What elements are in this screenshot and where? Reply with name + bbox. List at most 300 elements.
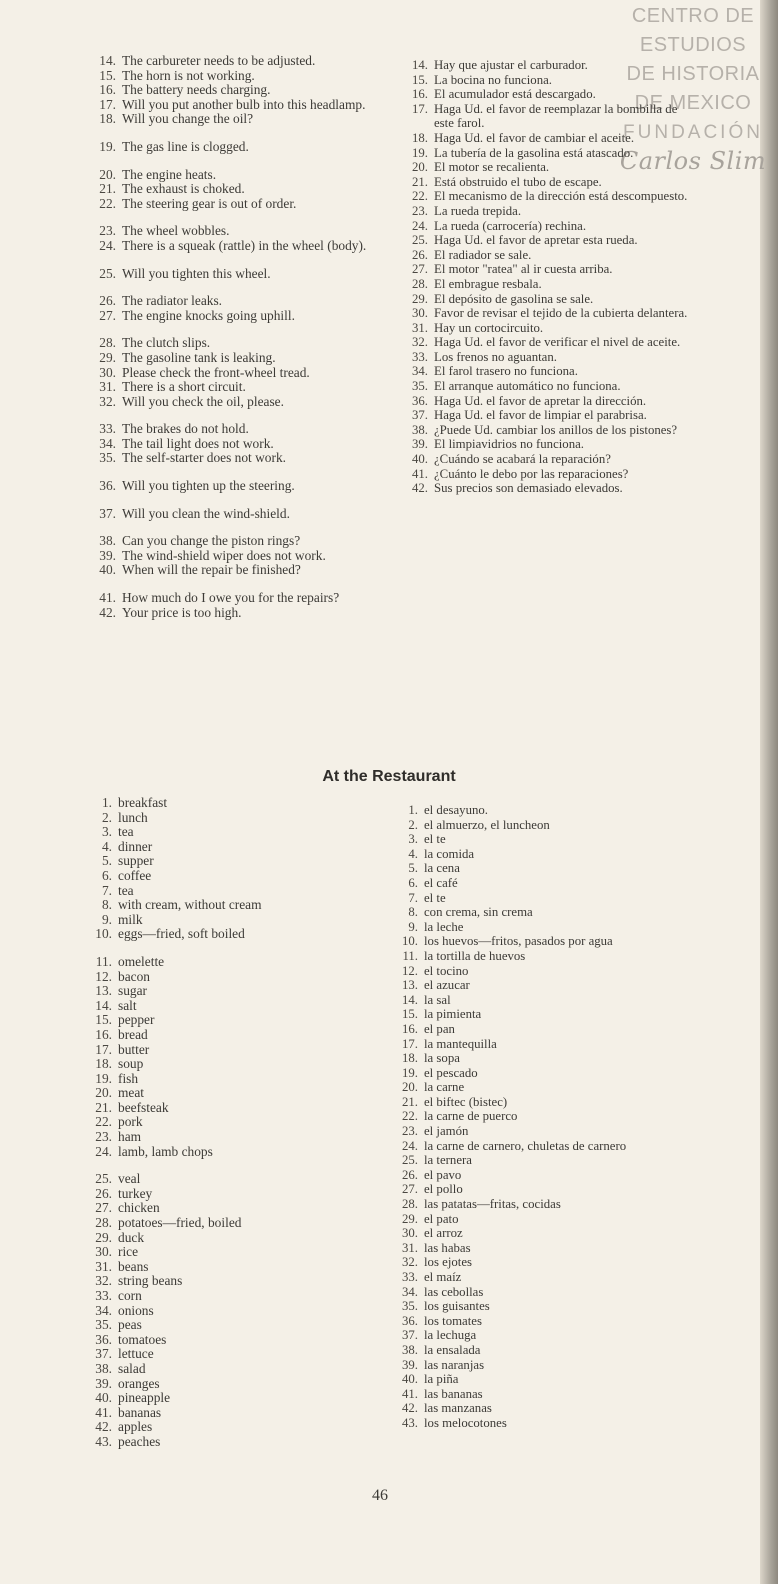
item-number: 33. — [402, 1270, 418, 1284]
item-text: The horn is not working. — [122, 67, 255, 83]
item-text: The gasoline tank is leaking. — [122, 349, 276, 365]
item-number: 30. — [99, 364, 116, 380]
phrase-item — [86, 1406, 386, 1421]
item-number: 27. — [402, 1182, 418, 1197]
phrase-item — [392, 1124, 692, 1139]
item-number: 34. — [95, 1302, 112, 1318]
item-text: la ternera — [424, 1153, 472, 1168]
item-text: El radiador se sale. — [434, 247, 532, 262]
item-text: The battery needs charging. — [122, 82, 271, 98]
phrase-item — [90, 239, 390, 254]
item-number: 42. — [95, 1419, 112, 1435]
item-number: 30. — [412, 306, 428, 321]
phrase-item — [90, 224, 390, 239]
item-text: salad — [118, 1360, 146, 1376]
item-number: 11. — [95, 953, 112, 969]
item-number: 34. — [402, 1284, 418, 1299]
item-text: The tail light does not work. — [122, 435, 274, 451]
phrase-item — [86, 970, 386, 985]
item-text: apples — [118, 1419, 153, 1435]
item-text: ham — [118, 1129, 142, 1145]
item-text: The engine heats. — [122, 166, 217, 182]
item-text: The brakes do not hold. — [122, 421, 249, 437]
phrase-item — [392, 1095, 692, 1110]
phrase-item — [392, 1343, 692, 1358]
phrase-item — [86, 1318, 386, 1333]
item-text: chicken — [118, 1200, 160, 1216]
item-text: las habas — [424, 1240, 471, 1255]
phrase-item — [86, 1304, 386, 1319]
phrase-item — [90, 563, 390, 578]
page-edge — [760, 0, 778, 1584]
item-text: El motor "ratea" al ir cuesta arriba. — [434, 262, 613, 277]
item-text: string beans — [118, 1273, 183, 1289]
item-number: 2. — [408, 817, 418, 832]
item-text: los tomates — [424, 1313, 482, 1328]
item-number: 23. — [412, 203, 428, 218]
item-number: 38. — [412, 422, 428, 437]
phrase-item — [90, 451, 390, 466]
item-number: 41. — [412, 466, 428, 481]
item-number: 31. — [402, 1240, 418, 1255]
phrase-item — [392, 1285, 692, 1300]
phrase-item — [402, 146, 698, 161]
item-text: butter — [118, 1041, 150, 1057]
item-text: Favor de revisar el tejido de la cubierta delantera. — [434, 306, 688, 321]
item-number: 27. — [99, 307, 116, 323]
item-text: la leche — [424, 919, 464, 934]
phrase-item — [90, 182, 390, 197]
item-text: breakfast — [118, 795, 168, 810]
item-number: 32. — [402, 1255, 418, 1270]
phrase-item — [392, 1212, 692, 1227]
item-number: 12. — [402, 963, 418, 978]
phrase-item — [402, 160, 698, 175]
item-number: 20. — [99, 166, 116, 182]
phrase-item — [392, 1255, 692, 1270]
item-text: rice — [118, 1244, 139, 1260]
item-number: 18. — [412, 130, 428, 145]
restaurant-vocab-spanish — [392, 803, 692, 1431]
item-text: tea — [118, 824, 134, 840]
item-number: 15. — [412, 72, 428, 87]
phrase-item — [402, 248, 698, 263]
item-text: Will you clean the wind-shield. — [122, 505, 290, 521]
item-number: 16. — [99, 82, 116, 98]
item-number: 5. — [101, 853, 112, 869]
item-number: 25. — [412, 233, 428, 248]
phrase-item — [392, 1416, 692, 1431]
item-text: The exhaust is choked. — [122, 181, 245, 197]
item-number: 43. — [95, 1433, 112, 1449]
item-number: 6. — [101, 867, 112, 883]
phrase-item — [86, 1130, 386, 1145]
phrase-item — [402, 277, 698, 292]
item-number: 23. — [95, 1129, 112, 1145]
item-number: 38. — [99, 533, 116, 549]
phrase-item — [392, 1241, 692, 1256]
phrase-item — [402, 175, 698, 190]
item-text: el pollo — [424, 1182, 463, 1197]
item-text: el maíz — [424, 1270, 462, 1284]
item-text: lunch — [118, 809, 148, 825]
item-text: los huevos—fritos, pasados por agua — [424, 934, 613, 949]
item-number: 26. — [402, 1167, 418, 1182]
item-text: el biftec (bistec) — [424, 1094, 508, 1109]
phrase-item — [392, 1022, 692, 1037]
garage-phrases-spanish — [402, 58, 698, 496]
item-text: sugar — [118, 983, 148, 999]
item-number: 27. — [95, 1200, 112, 1216]
item-number: 42. — [99, 604, 116, 620]
item-text: Will you tighten up the steering. — [122, 478, 295, 494]
phrase-item — [392, 905, 692, 920]
item-text: el pato — [424, 1211, 459, 1226]
phrase-item — [90, 197, 390, 212]
watermark-line: CENTRO DE — [631, 5, 755, 27]
item-text: Will you put another bulb into this headlamp. — [122, 96, 366, 112]
phrase-item — [392, 920, 692, 935]
item-number: 24. — [412, 218, 428, 233]
item-number: 19. — [95, 1070, 112, 1086]
item-text: There is a squeak (rattle) in the wheel (body). — [122, 237, 367, 253]
phrase-item — [86, 898, 386, 913]
phrase-item — [392, 832, 692, 847]
phrase-item — [86, 1289, 386, 1304]
item-number: 21. — [402, 1094, 418, 1109]
phrase-item — [86, 1201, 386, 1216]
phrase-item — [86, 1391, 386, 1406]
watermark-signature: Carlos Slim — [619, 147, 767, 175]
phrase-item — [86, 984, 386, 999]
item-text: pepper — [118, 1012, 155, 1028]
phrase-item — [86, 1362, 386, 1377]
item-number: 26. — [95, 1185, 112, 1201]
phrase-item — [86, 1435, 386, 1450]
item-text: ¿Cuánto le debo por las reparaciones? — [434, 466, 629, 481]
item-number: 21. — [99, 181, 116, 197]
item-number: 8. — [101, 897, 112, 913]
phrase-item — [402, 350, 698, 365]
item-text: duck — [118, 1229, 145, 1245]
phrase-item — [392, 1066, 692, 1081]
watermark-line: DE MEXICO — [634, 92, 752, 114]
item-text: los melocotones — [424, 1415, 507, 1430]
item-number: 1. — [101, 795, 112, 810]
phrase-item — [90, 366, 390, 381]
item-text: omelette — [118, 953, 165, 969]
item-number: 36. — [99, 478, 116, 494]
item-number: 20. — [95, 1085, 112, 1101]
item-number: 24. — [99, 237, 116, 253]
phrase-item — [392, 1372, 692, 1387]
section-title: At the Restaurant — [322, 768, 456, 785]
item-number: 14. — [412, 58, 428, 72]
item-number: 35. — [99, 450, 116, 466]
spacer — [86, 942, 386, 955]
item-number: 9. — [101, 911, 112, 927]
item-text: El embrague resbala. — [434, 276, 542, 291]
phrase-item — [86, 927, 386, 942]
item-number: 21. — [412, 174, 428, 189]
item-text: el jamón — [424, 1124, 469, 1139]
item-text: Los frenos no aguantan. — [434, 349, 557, 364]
item-number: 40. — [99, 562, 116, 578]
item-text: la carne de puerco — [424, 1109, 518, 1124]
phrase-item — [90, 294, 390, 309]
phrase-item — [86, 1043, 386, 1058]
item-number: 12. — [95, 968, 112, 984]
phrase-item — [402, 379, 698, 394]
item-number: 36. — [412, 393, 428, 408]
item-text: The clutch slips. — [122, 335, 211, 351]
item-number: 32. — [99, 393, 116, 409]
item-number: 4. — [101, 838, 112, 854]
item-number: 33. — [99, 421, 116, 437]
item-text: la tortilla de huevos — [424, 948, 526, 963]
item-text: tea — [118, 882, 134, 898]
item-text: El motor se recalienta. — [434, 160, 550, 175]
phrase-item — [402, 437, 698, 452]
item-number: 22. — [95, 1114, 112, 1130]
item-number: 29. — [402, 1211, 418, 1226]
item-text: el azucar — [424, 978, 470, 993]
item-number: 35. — [95, 1317, 112, 1333]
phrase-item — [86, 1216, 386, 1231]
item-text: El depósito de gasolina se sale. — [434, 291, 594, 306]
item-text: pork — [118, 1114, 143, 1130]
phrase-item — [392, 1328, 692, 1343]
phrase-item — [86, 1028, 386, 1043]
item-text: The carbureter needs to be adjusted. — [122, 53, 316, 68]
item-number: 6. — [408, 875, 418, 890]
phrase-item — [86, 825, 386, 840]
phrase-item — [402, 204, 698, 219]
phrase-item — [86, 854, 386, 869]
item-number: 32. — [412, 335, 428, 350]
item-number: 5. — [408, 861, 418, 876]
item-number: 17. — [99, 96, 116, 112]
item-number: 38. — [402, 1342, 418, 1357]
item-number: 15. — [402, 1007, 418, 1022]
item-number: 26. — [412, 247, 428, 262]
item-text: la pimienta — [424, 1007, 482, 1022]
spacer — [90, 494, 390, 507]
item-text: las manzanas — [424, 1401, 492, 1416]
item-number: 17. — [95, 1041, 112, 1057]
item-text: las cebollas — [424, 1284, 484, 1299]
item-text: How much do I owe you for the repairs? — [122, 590, 340, 606]
item-number: 13. — [402, 978, 418, 993]
item-number: 28. — [402, 1197, 418, 1212]
phrase-item — [86, 1145, 386, 1160]
phrase-item — [402, 306, 698, 321]
item-number: 39. — [99, 547, 116, 563]
item-text: la sal — [424, 992, 451, 1007]
phrase-item — [86, 1347, 386, 1362]
item-text: Your price is too high. — [122, 604, 242, 620]
phrase-item — [392, 934, 692, 949]
phrase-item — [90, 351, 390, 366]
item-text: Will you tighten this wheel. — [122, 265, 271, 281]
phrase-item — [392, 949, 692, 964]
phrase-item — [86, 955, 386, 970]
phrase-item — [402, 262, 698, 277]
item-number: 14. — [95, 997, 112, 1013]
phrase-item — [402, 189, 698, 204]
item-text: la cena — [424, 861, 460, 876]
item-text: la ensalada — [424, 1342, 481, 1357]
phrase-item — [392, 1153, 692, 1168]
item-text: la carne — [424, 1080, 465, 1095]
phrase-item — [86, 869, 386, 884]
item-text: dinner — [118, 838, 153, 854]
item-number: 18. — [95, 1056, 112, 1072]
item-text: bacon — [118, 968, 150, 984]
phrase-item — [86, 884, 386, 899]
item-number: 41. — [99, 590, 116, 606]
item-number: 22. — [402, 1109, 418, 1124]
item-text: fish — [118, 1070, 139, 1086]
item-number: 16. — [412, 87, 428, 102]
item-number: 25. — [402, 1153, 418, 1168]
item-number: 26. — [99, 293, 116, 309]
phrase-item — [402, 102, 698, 131]
item-text: The radiator leaks. — [122, 293, 223, 309]
item-text: Haga Ud. el favor de apretar esta rueda. — [434, 233, 638, 248]
item-number: 31. — [412, 320, 428, 335]
phrase-item — [402, 481, 698, 496]
item-text: con crema, sin crema — [424, 905, 533, 920]
item-number: 18. — [402, 1051, 418, 1066]
item-number: 14. — [402, 992, 418, 1007]
phrase-item — [392, 1037, 692, 1052]
item-number: 14. — [99, 53, 116, 68]
phrase-item — [392, 1109, 692, 1124]
phrase-item — [90, 267, 390, 282]
item-text: el pan — [424, 1021, 455, 1036]
item-text: los guisantes — [424, 1299, 490, 1314]
item-number: 36. — [402, 1313, 418, 1328]
phrase-item — [86, 1231, 386, 1246]
item-text: beans — [118, 1258, 149, 1274]
item-text: el pescado — [424, 1065, 478, 1080]
page-number: 46 — [372, 1487, 388, 1504]
phrase-item — [90, 549, 390, 564]
item-number: 10. — [402, 934, 418, 949]
item-number: 17. — [412, 101, 428, 116]
item-text: las naranjas — [424, 1357, 485, 1372]
item-number: 34. — [412, 364, 428, 379]
item-number: 28. — [95, 1215, 112, 1231]
item-text: The steering gear is out of order. — [122, 195, 297, 211]
item-text: peas — [118, 1317, 142, 1333]
phrase-item — [90, 380, 390, 395]
phrase-item — [392, 1139, 692, 1154]
phrase-item — [392, 891, 692, 906]
item-text: The wind-shield wiper does not work. — [122, 547, 326, 563]
item-text: Sus precios son demasiado elevados. — [434, 481, 623, 496]
item-number: 23. — [99, 223, 116, 239]
item-number: 19. — [402, 1065, 418, 1080]
item-text: salt — [118, 997, 137, 1013]
item-number: 16. — [95, 1026, 112, 1042]
phrase-item — [392, 818, 692, 833]
phrase-item — [392, 876, 692, 891]
item-number: 3. — [101, 824, 112, 840]
item-number: 22. — [412, 189, 428, 204]
phrase-item — [90, 54, 390, 69]
item-text: bananas — [118, 1404, 162, 1420]
item-text: pineapple — [118, 1390, 171, 1406]
item-text: Please check the front-wheel tread. — [122, 364, 310, 380]
phrase-item — [402, 321, 698, 336]
phrase-item — [86, 1086, 386, 1101]
item-number: 27. — [412, 262, 428, 277]
spacer — [90, 254, 390, 267]
item-text: la piña — [424, 1372, 459, 1387]
item-number: 4. — [408, 846, 418, 861]
item-text: El arranque automático no funciona. — [434, 379, 621, 394]
item-text: coffee — [118, 867, 152, 883]
item-text: Está obstruido el tubo de escape. — [434, 174, 602, 189]
item-text: turkey — [118, 1185, 153, 1201]
item-number: 34. — [99, 435, 116, 451]
item-number: 40. — [412, 452, 428, 467]
phrase-item — [90, 507, 390, 522]
phrase-item — [402, 364, 698, 379]
phrase-item — [86, 1260, 386, 1275]
item-number: 7. — [408, 890, 418, 905]
item-number: 20. — [402, 1080, 418, 1095]
phrase-item — [392, 1401, 692, 1416]
phrase-item — [90, 98, 390, 113]
phrase-item — [86, 1172, 386, 1187]
item-text: el pavo — [424, 1167, 462, 1182]
item-text: La bocina no funciona. — [434, 72, 552, 87]
item-number: 7. — [101, 882, 112, 898]
phrase-item — [86, 840, 386, 855]
item-text: La tubería de la gasolina está atascado. — [434, 145, 634, 160]
item-text: There is a short circuit. — [122, 379, 246, 395]
phrase-item — [90, 395, 390, 410]
item-number: 31. — [99, 379, 116, 395]
item-number: 31. — [95, 1258, 112, 1274]
item-text: el tocino — [424, 963, 469, 978]
item-number: 9. — [408, 919, 418, 934]
phrase-item — [90, 83, 390, 98]
item-text: corn — [118, 1288, 142, 1303]
item-text: milk — [118, 911, 143, 927]
item-text: El mecanismo de la dirección está descompuesto. — [434, 189, 688, 204]
item-number: 22. — [99, 195, 116, 211]
phrase-item — [402, 131, 698, 146]
phrase-item — [86, 796, 386, 811]
phrase-item — [392, 964, 692, 979]
phrase-item — [86, 1420, 386, 1435]
restaurant-vocab-english — [86, 796, 386, 1450]
item-text: los ejotes — [424, 1255, 472, 1270]
item-number: 29. — [412, 291, 428, 306]
phrase-item — [86, 1115, 386, 1130]
item-text: el arroz — [424, 1226, 463, 1241]
item-number: 42. — [402, 1401, 418, 1416]
item-text: el café — [424, 875, 458, 890]
item-number: 11. — [402, 948, 418, 963]
item-text: onions — [118, 1302, 154, 1318]
phrase-item — [90, 479, 390, 494]
item-text: la carne de carnero, chuletas de carnero — [424, 1138, 627, 1153]
